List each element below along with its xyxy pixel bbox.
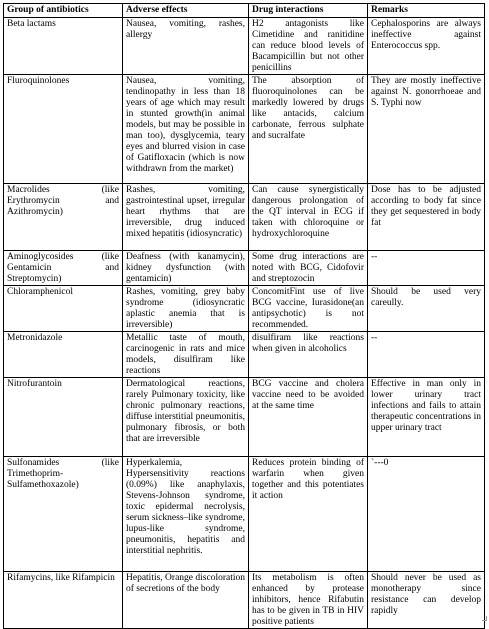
cell-drug-interactions: The absorption of fluoroquinolones can be markedly lowered by drugs like antacids, calcium carbonate, ferrous sulphate and sucralfate: [249, 75, 368, 184]
cell-group: Sulfonamides (like Trimethoprim-Sulfamethoxazole): [4, 457, 123, 572]
cell-adverse-effects: Metallic taste of mouth, carcinogenic in rats and mice models, disulfiram like reactions: [123, 332, 249, 378]
cell-adverse-effects: Deafness (with kanamycin), kidney dysfunction (with gentamicin): [123, 251, 249, 286]
table-row: [4, 75, 485, 184]
cell-adverse-effects: Hyperkalemia, Hypersensitivity reactions (0.09%) like anaphylaxis, Stevens-Johnson syndrome, toxic epidermal necrolysis, serum sickness–like syndrome, lupus-like syndrome, pneumonitis, hepatitis and interstitial nephritis.: [123, 457, 249, 572]
document-page: [3, 3, 484, 629]
cell-group: Fluroquinolones: [4, 75, 123, 184]
table-row: [4, 332, 485, 378]
cell-drug-interactions: H2 antagonists like Cimetidine and ranitidine can reduce blood levels of Bacampicillin but not other penicillins: [249, 18, 368, 75]
header-drug-interactions: Drug interactions: [249, 4, 368, 18]
table-header-row: [4, 4, 485, 18]
table-row: [4, 184, 485, 251]
cell-adverse-effects: Hepatitis, Orange discoloration of secretions of the body: [123, 572, 249, 629]
cell-adverse-effects: Dermatological reactions, rarely Pulmonary toxicity, like chronic pulmonary reactions, diffuse interstitial pneumonitis, pulmonary fibrosis, or both that are irreversible: [123, 378, 249, 457]
cell-remarks: Dose has to be adjusted according to body fat since they get sequestered in body fat: [368, 184, 485, 251]
cell-group: Metronidazole: [4, 332, 123, 378]
cell-group: Aminoglycosides (like Gentamicin and Streptomycin): [4, 251, 123, 286]
page-corner-mark: [482, 616, 487, 621]
table-row: [4, 251, 485, 286]
cell-drug-interactions: Can cause synergistically dangerous prolongation of the QT interval in ECG if taken with chloroquine or hydroxychloroquine: [249, 184, 368, 251]
cell-adverse-effects: Rashes, vomiting, grey baby syndrome (idiosyncratic aplastic anemia that is irreversible): [123, 286, 249, 332]
cell-remarks: They are mostly ineffective against N. gonorrhoeae and S. Typhi now: [368, 75, 485, 184]
cell-group: Macrolides (like Erythromycin and Azithromycin): [4, 184, 123, 251]
cell-adverse-effects: Nausea, vomiting, rashes, allergy: [123, 18, 249, 75]
cell-remarks: `---0: [368, 457, 485, 572]
antibiotics-table: [3, 3, 485, 629]
header-remarks: Remarks: [368, 4, 485, 18]
cell-drug-interactions: Reduces protein binding of warfarin when given together and this potentiates it action: [249, 457, 368, 572]
cell-drug-interactions: Its metabolism is often enhanced by protease inhibitors, hence Rifabutin has to be given in TB in HIV positive patients: [249, 572, 368, 629]
cell-remarks: --: [368, 332, 485, 378]
cell-drug-interactions: BCG vaccine and cholera vaccine need to be avoided at the same time: [249, 378, 368, 457]
cell-drug-interactions: disulfiram like reactions when given in alcoholics: [249, 332, 368, 378]
header-group: Group of antibiotics: [4, 4, 123, 18]
table-row: [4, 457, 485, 572]
cell-remarks: Effective in man only in lower urinary tract infections and fails to attain therapeutic concentrations in upper urinary tract: [368, 378, 485, 457]
cell-adverse-effects: Nausea, vomiting, tendinopathy in less than 18 years of age which may result in stunted growth(in animal models, but may be possible in man too), dysglycemia, teary eyes and blurred vision in case of Gatifloxacin (which is now withdrawn from the market): [123, 75, 249, 184]
header-adverse-effects: Adverse effects: [123, 4, 249, 18]
cell-adverse-effects: Rashes, vomiting, gastrointestinal upset, irregular heart rhythms that are irreversible, drug induced mixed hepatitis (idiosyncratic): [123, 184, 249, 251]
cell-remarks: Cephalosporins are always ineffective against Enterococcus spp.: [368, 18, 485, 75]
cell-drug-interactions: ConcomitFint use of live BCG vaccine, Iurasidone(an antipsychotic) is not recommended.: [249, 286, 368, 332]
table-row: [4, 572, 485, 629]
cell-group: Chloramphenicol: [4, 286, 123, 332]
cell-group: Nitrofurantoin: [4, 378, 123, 457]
table-row: [4, 286, 485, 332]
cell-remarks: Should be used very careully.: [368, 286, 485, 332]
cell-drug-interactions: Some drug interactions are noted with BCG, Cidofovir and streptozocin: [249, 251, 368, 286]
cell-remarks: Should never be used as monotherapy since resistance can develop rapidly: [368, 572, 485, 629]
table-row: [4, 18, 485, 75]
cell-group: Rifamycins, like Rifampicin: [4, 572, 123, 629]
cell-remarks: --: [368, 251, 485, 286]
cell-group: Beta lactams: [4, 18, 123, 75]
table-row: [4, 378, 485, 457]
